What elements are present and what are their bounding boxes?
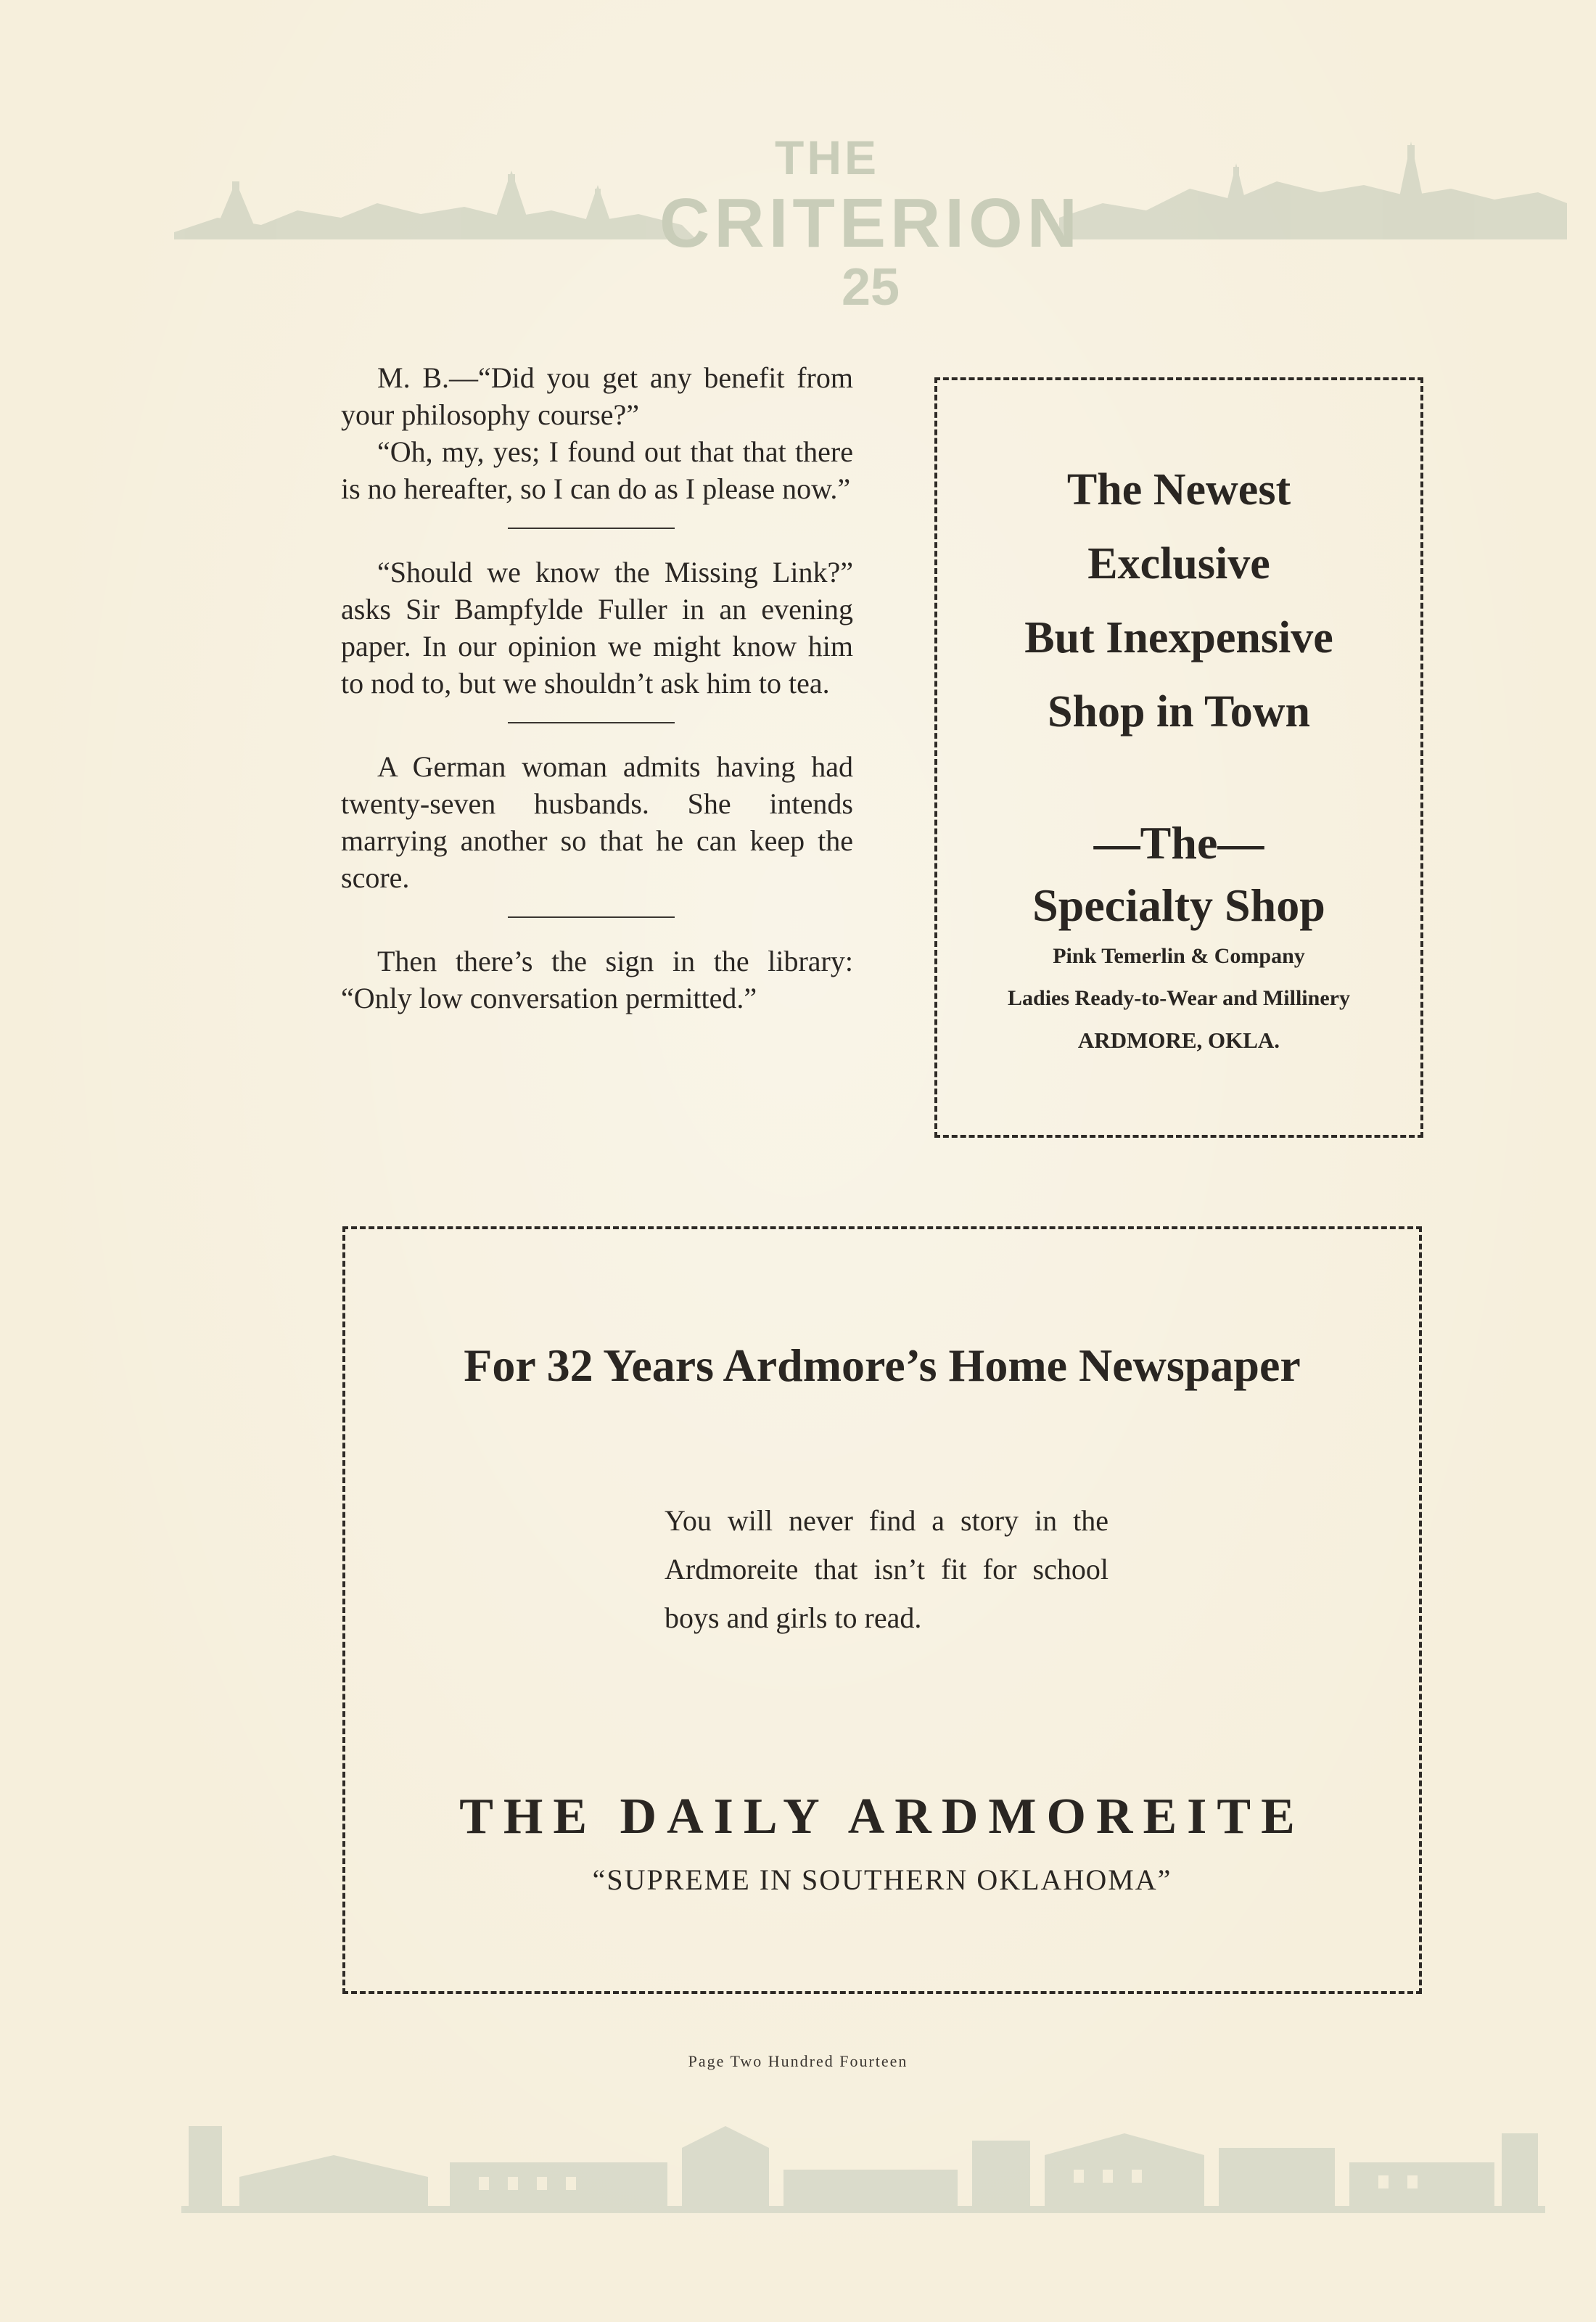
shop-company: Pink Temerlin & Company	[1053, 944, 1305, 968]
divider	[508, 722, 675, 723]
divider	[508, 916, 675, 918]
shop-the-label: —The—	[1093, 817, 1264, 869]
newspaper-ad	[342, 1226, 1422, 1994]
joke-paragraph: M. B.—“Did you get any benefit from your philosophy course?”	[341, 361, 853, 431]
joke-item	[341, 359, 853, 507]
ad-headline-line: Exclusive	[1087, 539, 1270, 588]
newspaper-story: You will never find a story in the Ardmoreite that isn’t fit for school boys and girls to read.	[665, 1504, 1108, 1634]
letterhead-skyline-illustration	[0, 0, 1596, 334]
jokes-column	[341, 359, 853, 1017]
letterhead	[0, 0, 1596, 334]
joke-item	[341, 748, 853, 896]
ad-headline-line: Shop in Town	[1048, 687, 1310, 737]
specialty-shop-ad-content	[937, 453, 1420, 1057]
footer-illustration	[0, 2075, 1596, 2293]
shop-line: Ladies Ready-to-Wear and Millinery	[1008, 986, 1350, 1010]
ad-headline-line: The Newest	[1066, 465, 1291, 514]
joke-item	[341, 943, 853, 1017]
joke-paragraph: “Oh, my, yes; I found out that that there is no hereafter, so I can do as I please now.”	[341, 435, 853, 505]
letterhead-title: CRITERION	[659, 184, 1082, 262]
joke-paragraph: “Should we know the Missing Link?” asks Sir Bampfylde Fuller in an evening paper. In our opinion we might know him to nod to, but we shouldn’t ask him to tea.	[341, 556, 853, 700]
ad-headline-line: But Inexpensive	[1024, 613, 1333, 662]
joke-paragraph: A German woman admits having had twenty-seven husbands. She intends marrying another so that he can keep the score.	[341, 750, 853, 894]
footer-buildings-illustration	[0, 2075, 1596, 2293]
specialty-shop-ad	[934, 377, 1423, 1138]
joke-item	[341, 554, 853, 702]
page-number: Page Two Hundred Fourteen	[688, 2052, 908, 2070]
newspaper-headline: For 32 Years Ardmore’s Home Newspaper	[464, 1340, 1301, 1391]
shop-name: Specialty Shop	[1032, 879, 1325, 931]
shop-city: ARDMORE, OKLA.	[1077, 1027, 1280, 1053]
newspaper-slogan: “SUPREME IN SOUTHERN OKLAHOMA”	[592, 1863, 1172, 1896]
letterhead-title-small: THE	[775, 131, 879, 184]
newspaper-name: THE DAILY ARDMOREITE	[459, 1789, 1305, 1845]
letterhead-year: 25	[841, 258, 900, 316]
divider	[508, 528, 675, 529]
joke-paragraph: Then there’s the sign in the library: “Only low conversation permitted.”	[341, 945, 853, 1014]
